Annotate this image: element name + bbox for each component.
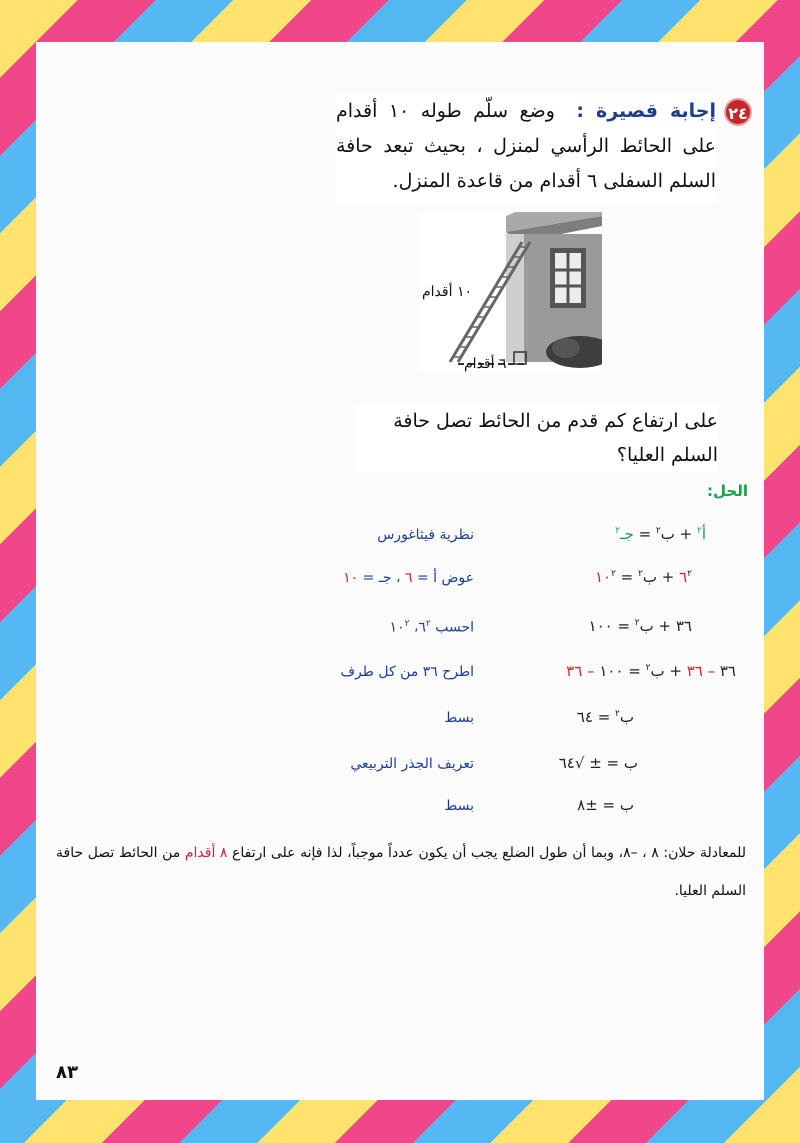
step-4-expression: ٣٦ – ٣٦ + ب$^٢$ = ١٠٠ – ٣٦ (566, 662, 736, 680)
step-4-reason: اطرح ٣٦ من كل طرف (340, 664, 474, 680)
step-1-expression: أ$^٢$ + ب$^٢$ = جـ$^٢$ (615, 525, 706, 543)
question-number-badge: ٢٤ (724, 98, 752, 126)
step-6-expression: ب = ± √٦٤ (558, 754, 638, 772)
conclusion-part-1: للمعادلة حلان: ٨ ، –٨، وبما أن طول الضلع يجب أن يكون عدداً موجباً، لذا فإنه على ارتفاع (232, 845, 746, 861)
step-2-reason: عوض أ = ٦ ، جـ = ١٠ (343, 570, 474, 586)
question-text: وضع سلّم طوله ١٠ أقدام على الحائط الرأسي لمنزل ، بحيث تبعد حافة السلم السفلى ٦ أقدام من قاعدة المنزل. (336, 100, 716, 192)
step-3-expression: ٣٦ + ب$^٢$ = ١٠٠ (588, 617, 692, 635)
short-answer-label: إجابة قصيرة : (576, 100, 717, 122)
answer-value: ٨ أقدام (184, 845, 228, 861)
step-7-reason: بسط (444, 798, 474, 814)
question-text-block (336, 94, 716, 204)
step-6-reason: تعريف الجذر التربيعي (350, 756, 474, 772)
conclusion-part-2: من الحائط تصل حافة السلم العليا. (56, 845, 746, 899)
solution-label: الحل: (707, 482, 748, 500)
ladder-length-label: ١٠ أقدام (422, 284, 472, 300)
step-7-expression: ب = ±٨ (577, 796, 634, 814)
step-2-expression: $٦^٢$ + ب$^٢$ = $١٠^٢$ (594, 568, 692, 586)
step-5-expression: ب$^٢$ = ٦٤ (576, 708, 634, 726)
conclusion-paragraph (56, 834, 746, 910)
page-number: ٨٣ (56, 1062, 78, 1083)
step-1-reason: نظرية فيثاغورس (377, 527, 474, 543)
base-distance-label: ٦ أقدام (464, 356, 507, 372)
step-3-reason: احسب $٦^٢،$ $١٠^٢$ (389, 619, 474, 636)
question-prompt: على ارتفاع كم قدم من الحائط تصل حافة السلم العليا؟ (356, 404, 718, 472)
step-5-reason: بسط (444, 710, 474, 726)
textbook-page (36, 42, 764, 1100)
ladder-figure (420, 212, 602, 372)
